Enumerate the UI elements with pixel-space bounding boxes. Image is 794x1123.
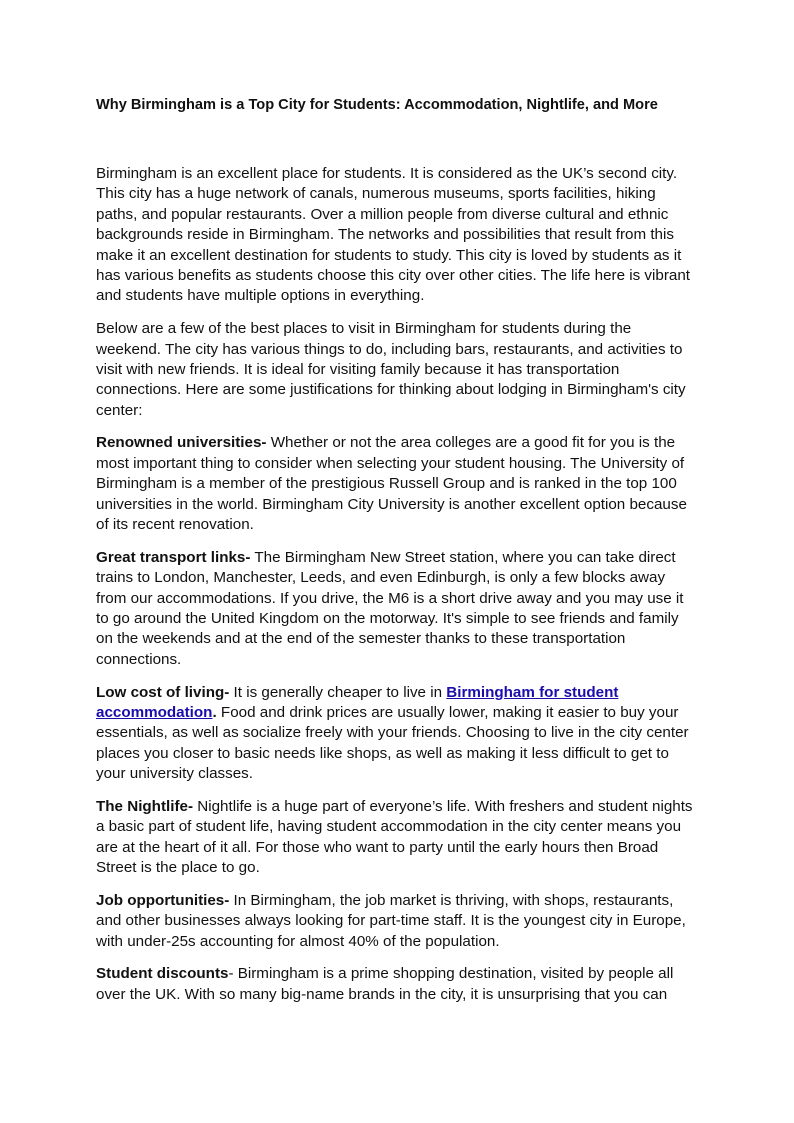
cost-heading: Low cost of living- (96, 683, 230, 701)
cost-link-suffix: . (212, 703, 217, 721)
intro-paragraph-2: Below are a few of the best places to visit in Birmingham for students during the weekend. The city has various things to do, including bars, restaurants, and activities to visit with new friends. It is ideal for visiting family because it has transportation connections. Here are some justifications for thinking about lodging in Birmingham's city center: (96, 320, 686, 419)
universities-heading: Renowned universities- (96, 434, 267, 452)
student-accommodation-link[interactable]: Birmingham for student accommodation (96, 683, 619, 721)
transport-text: The Birmingham New Street station, where you can take direct trains to London, Manchester, Leeds, and even Edinburgh, is only a few blocks away from our accommodations. If you drive, the M6 is a short drive away and you may use it to go around the United Kingdom on the motorway. It's simple to see friends and family on the weekends and at the end of the semester thanks to these transportation connections. (96, 548, 684, 668)
cost-paragraph (96, 683, 699, 785)
discounts-text: - Birmingham is a prime shopping destination, visited by people all over the UK. With so many big-name brands in the city, it is unsurprising that you can (96, 965, 674, 1003)
cost-text-after: Food and drink prices are usually lower, making it easier to buy your essentials, as well as socialize freely with your friends. Choosing to live in the city center places you closer to basic needs like shops, as well as making it less difficult to get to your university classes. (96, 703, 689, 783)
nightlife-paragraph (96, 797, 699, 879)
universities-text: Whether or not the area colleges are a good fit for you is the most important thing to consider when selecting your student housing. The University of Birmingham is a member of the prestigious Russell Group and is ranked in the top 100 universities in the world. Birmingham City University is another excellent option because of its recent renovation. (96, 434, 687, 534)
discounts-paragraph (96, 964, 699, 1005)
nightlife-text: Nightlife is a huge part of everyone’s life. With freshers and student nights a basic part of student life, having student accommodation in the city center means you are at the heart of it all. For those who want to party until the early hours then Broad Street is the place to go. (96, 797, 693, 877)
jobs-heading: Job opportunities- (96, 891, 230, 909)
intro-paragraph-1: Birmingham is an excellent place for students. It is considered as the UK’s second city. This city has a huge network of canals, numerous museums, sports facilities, hiking paths, and popular restaurants. Over a million people from diverse cultural and ethnic backgrounds reside in Birmingham. The networks and possibilities that result from this make it an excellent destination for students to study. This city is loved by students as it has various benefits as students choose this city over other cities. The life here is vibrant and students have multiple options in everything. (96, 165, 691, 305)
universities-paragraph (96, 433, 699, 535)
jobs-paragraph (96, 891, 699, 952)
jobs-text: In Birmingham, the job market is thriving, with shops, restaurants, and other businesses always looking for part-time staff. It is the youngest city in Europe, with under-25s accounting for almost 40% of the population. (96, 891, 686, 950)
cost-text-before: It is generally cheaper to live in (229, 683, 447, 701)
page-title: Why Birmingham is a Top City for Students: Accommodation, Nightlife, and More (96, 97, 658, 113)
transport-heading: Great transport links- (96, 548, 251, 566)
document-page (96, 96, 699, 1017)
transport-paragraph (96, 548, 699, 670)
nightlife-heading: The Nightlife- (96, 797, 194, 815)
discounts-heading: Student discounts (96, 965, 229, 983)
